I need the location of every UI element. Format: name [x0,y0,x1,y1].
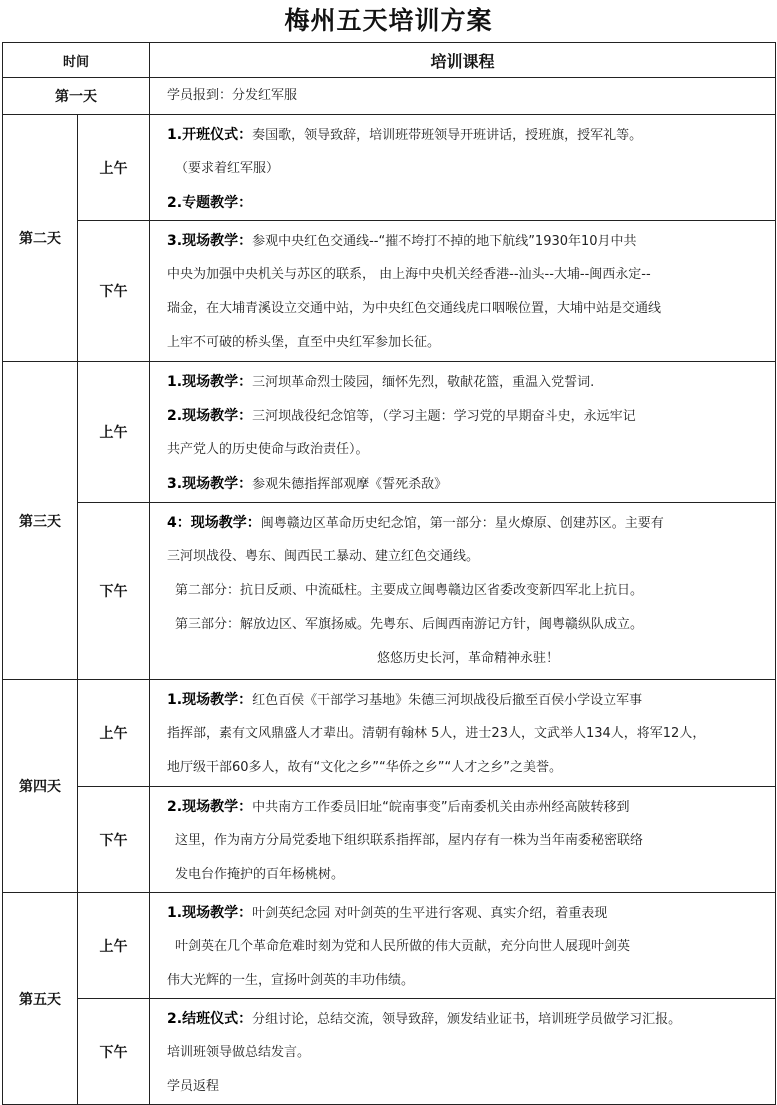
day2-label: 第二天 [3,115,78,362]
day3-am-content [150,362,776,503]
list-item: 学员返程 [167,1079,220,1094]
list-item: 指挥部，素有文风鼎盛人才辈出。清朝有翰林 5人，进士23人，文武举人134人，将军12人， [167,726,706,741]
table-header-row [3,43,776,78]
day3-am-label: 上午 [78,362,150,503]
day5-am-label: 上午 [78,893,150,999]
header-course: 培训课程 [150,43,776,78]
list-item: 悠悠历史长河，革命精神永驻！ [377,651,560,666]
day4-am-label: 上午 [78,680,150,787]
list-item: 培训班领导做总结发言。 [167,1045,311,1060]
list-item: （要求着红军服） [175,161,280,176]
list-item: 2.现场教学：中共南方工作委员旧址“皖南事变”后南委机关由赤州经高陂转移到 [167,799,630,815]
day2-am-content [150,115,776,221]
day4-am-row [3,680,776,787]
list-item: 3.现场教学：参观朱德指挥部观摩《誓死杀敌》 [167,476,448,492]
schedule-table [2,42,776,1105]
day3-pm-content [150,503,776,680]
list-item: 叶剑英在几个革命危难时刻为党和人民所做的伟大贡献，充分向世人展现叶剑英 [175,939,631,954]
list-item: 瑞金，在大埔青溪设立交通中站，为中央红色交通线虎口咽喉位置，大埔中站是交通线 [167,301,662,316]
list-item: 共产党人的历史使命与政治责任）。 [167,442,369,457]
day5-pm-content [150,999,776,1105]
list-item: 1.现场教学：叶剑英纪念园 对叶剑英的生平进行客观、真实介绍，着重表现 [167,905,608,921]
list-item: 中央为加强中央机关与苏区的联系， 由上海中央机关经香港--汕头--大埔--闽西永定-- [167,267,651,282]
document-title: 梅州五天培训方案 [284,6,493,35]
day4-pm-label: 下午 [78,787,150,893]
day1-label: 第一天 [3,78,150,115]
day3-pm-label: 下午 [78,503,150,680]
list-item: 2.结班仪式：分组讨论，总结交流，领导致辞，颁发结业证书，培训班学员做学习汇报。 [167,1011,682,1027]
list-item: 4：现场教学：闽粤赣边区革命历史纪念馆，第一部分：星火燎原、创建苏区。主要有 [167,515,664,531]
day4-am-content [150,680,776,787]
day4-label: 第四天 [3,680,78,893]
day2-am-label: 上午 [78,115,150,221]
list-item: 伟大光辉的一生，宣扬叶剑英的丰功伟绩。 [167,973,415,988]
day3-label: 第三天 [3,362,78,680]
list-item: 第三部分：解放边区、军旗扬威。先粤东、后闽西南游记方针，闽粤赣纵队成立。 [175,617,644,632]
day2-pm-content [150,221,776,362]
day5-pm-label: 下午 [78,999,150,1105]
list-item: 1.现场教学：三河坝革命烈士陵园，缅怀先烈，敬献花篮，重温入党誓词. [167,374,595,390]
list-item: 2.专题教学： [167,195,253,211]
day3-am-row [3,362,776,503]
list-item: 三河坝战役、粤东、闽西民工暴动、建立红色交通线。 [167,549,480,564]
list-item: 这里，作为南方分局党委地下组织联系指挥部，屋内存有一株为当年南委秘密联络 [175,833,644,848]
day1-content: 学员报到：分发红军服 [167,88,298,103]
day2-pm-label: 下午 [78,221,150,362]
day1-row [3,78,776,115]
day5-am-row [3,893,776,999]
list-item: 3.现场教学：参观中央红色交通线--“摧不垮打不掉的地下航线”1930年10月中共 [167,233,637,249]
list-item: 1.现场教学：红色百侯《干部学习基地》朱德三河坝战役后撤至百侯小学设立军事 [167,692,643,708]
day5-am-content [150,893,776,999]
list-item: 发电台作掩护的百年杨桃树。 [175,867,345,882]
list-item: 2.现场教学：三河坝战役纪念馆等，（学习主题：学习党的早期奋斗史，永远牢记 [167,408,636,424]
day2-am-row [3,115,776,221]
list-item: 地厅级干部60多人，故有“文化之乡”“华侨之乡”“人才之乡”之美誉。 [167,760,562,775]
list-item: 上牢不可破的桥头堡，直至中央红军参加长征。 [167,335,441,350]
day1-content-cell [150,78,776,115]
day3-pm-row [3,503,776,680]
day5-label: 第五天 [3,893,78,1105]
day4-pm-content [150,787,776,893]
day4-pm-row [3,787,776,893]
day2-pm-row [3,221,776,362]
list-item: 第二部分：抗日反顽、中流砥柱。主要成立闽粤赣边区省委改变新四军北上抗日。 [175,583,644,598]
day5-pm-row [3,999,776,1105]
header-time: 时间 [3,43,150,78]
list-item: 1.开班仪式：奏国歌，领导致辞，培训班带班领导开班讲话，授班旗，授军礼等。 [167,127,643,143]
